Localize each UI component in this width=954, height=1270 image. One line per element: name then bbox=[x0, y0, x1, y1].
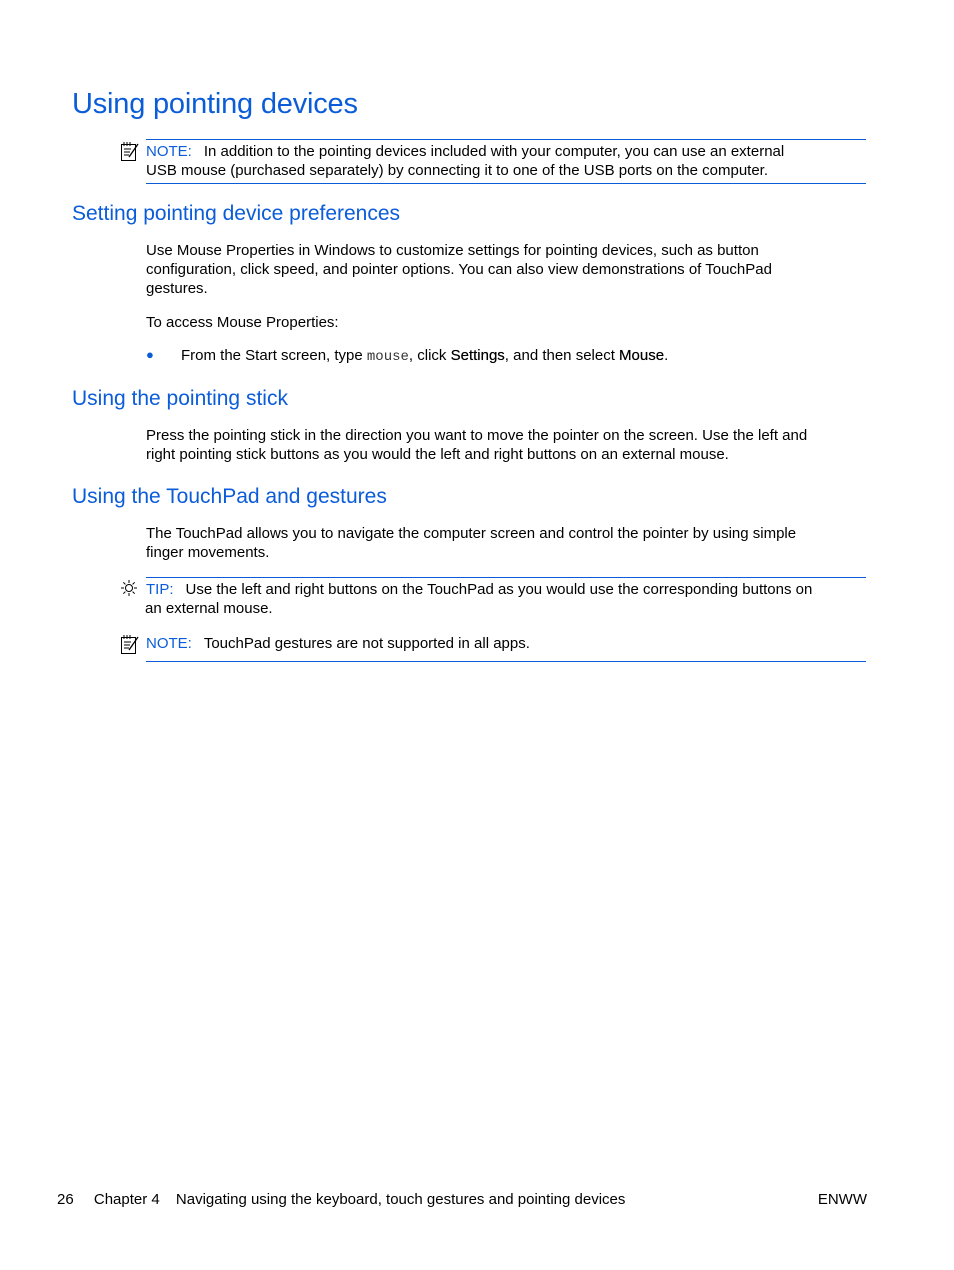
section-heading-stick: Using the pointing stick bbox=[72, 387, 288, 410]
note-text-line2: USB mouse (purchased separately) by connecting it to one of the USB ports on the computer. bbox=[146, 162, 769, 179]
paragraph-line: right pointing stick buttons as you would the left and right buttons on an external mouse. bbox=[146, 446, 729, 463]
bullet-text: From the Start screen, type bbox=[181, 347, 367, 364]
paragraph-line: finger movements. bbox=[146, 544, 270, 561]
bullet-text: , and then select bbox=[504, 347, 620, 364]
tip-label: TIP: bbox=[146, 581, 174, 598]
chapter-title: Navigating using the keyboard, touch gestures and pointing devices bbox=[175, 1191, 626, 1208]
note-label: NOTE: bbox=[146, 635, 192, 652]
tip-text-line1: Use the left and right buttons on the TouchPad as you would use the corresponding buttons on bbox=[185, 581, 813, 598]
paragraph-line: Use Mouse Properties in Windows to customize settings for pointing devices, such as button bbox=[146, 242, 759, 259]
ui-settings: Settings bbox=[450, 347, 505, 364]
access-intro: To access Mouse Properties: bbox=[146, 314, 339, 331]
tip-box bbox=[146, 577, 866, 618]
note-icon bbox=[120, 634, 140, 659]
note-label: NOTE: bbox=[146, 143, 192, 160]
paragraph-line: The TouchPad allows you to navigate the computer screen and control the pointer by using simple bbox=[146, 525, 797, 542]
touchpad-paragraph bbox=[146, 524, 866, 562]
tip-text-line2: an external mouse. bbox=[145, 600, 273, 617]
tip-icon bbox=[120, 579, 138, 601]
note-icon bbox=[120, 141, 140, 166]
page-footer bbox=[57, 1191, 867, 1208]
preferences-paragraph bbox=[146, 241, 866, 298]
locale-code: ENWW bbox=[817, 1191, 867, 1208]
stick-paragraph bbox=[146, 426, 866, 464]
paragraph-line: gestures. bbox=[146, 280, 208, 297]
note-box bbox=[146, 632, 866, 662]
bullet-text: , click bbox=[408, 347, 451, 364]
code-mouse: mouse bbox=[366, 349, 409, 365]
note-text-line1: In addition to the pointing devices included with your computer, you can use an external bbox=[203, 143, 785, 160]
ui-mouse: Mouse bbox=[619, 347, 665, 364]
section-heading-touchpad: Using the TouchPad and gestures bbox=[72, 485, 387, 508]
note-text: TouchPad gestures are not supported in all apps. bbox=[203, 635, 530, 652]
note-box bbox=[146, 139, 866, 184]
page-title: Using pointing devices bbox=[72, 88, 358, 120]
section-heading-preferences: Setting pointing device preferences bbox=[72, 202, 401, 225]
page-number: 26 bbox=[57, 1191, 74, 1208]
bullet-item bbox=[181, 346, 861, 367]
paragraph-line: configuration, click speed, and pointer options. You can also view demonstrations of TouchPad bbox=[146, 261, 772, 278]
chapter-label: Chapter 4 bbox=[93, 1191, 160, 1208]
bullet-text: . bbox=[664, 347, 669, 364]
bullet-icon: ● bbox=[146, 347, 154, 362]
paragraph-line: Press the pointing stick in the direction you want to move the pointer on the screen. Use the left and bbox=[146, 427, 808, 444]
